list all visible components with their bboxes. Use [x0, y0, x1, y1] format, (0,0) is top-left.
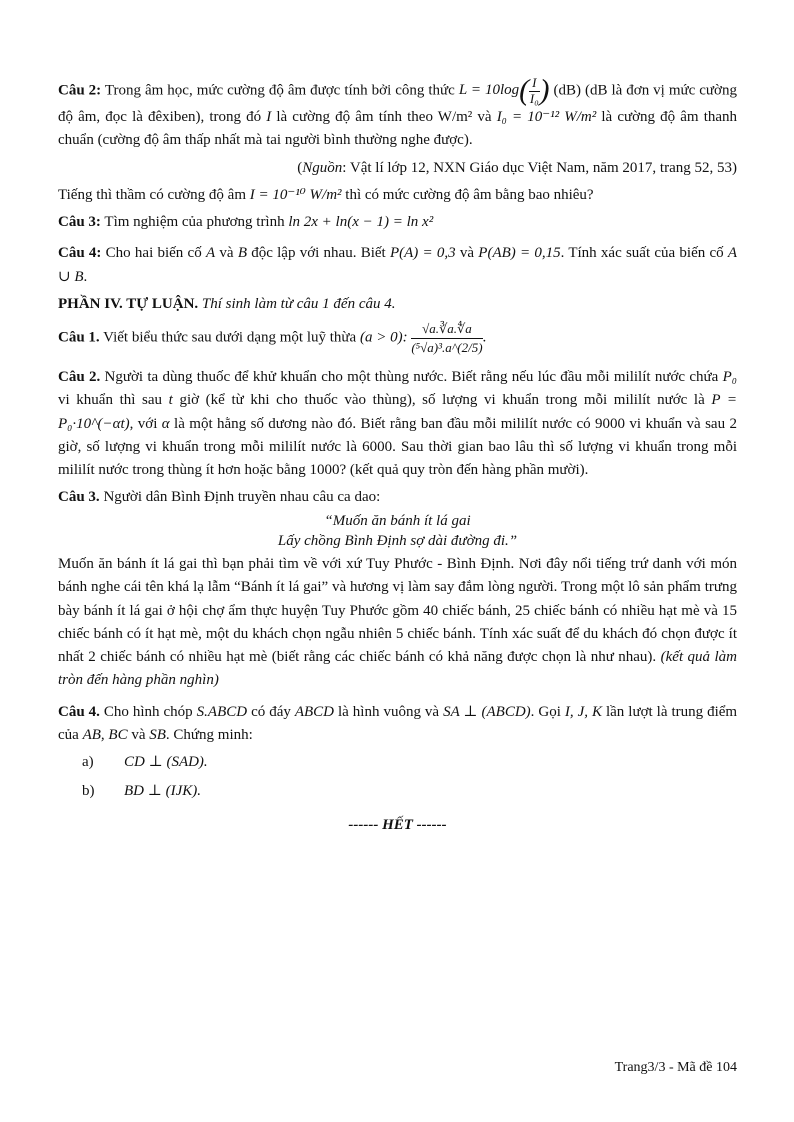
essay-2: Câu 2. Người ta dùng thuốc để khử khuẩn cho một thùng nước. Biết rằng nếu lúc đầu mỗi mililít nước chứa P₀ vi khuẩn thì sau t giờ (kể từ khi cho thuốc vào thùng), số lượng vi khuẩn trong mỗi mililít nước là P = P₀·10^(−αt), với α là một hằng số dương nào đó. Biết rằng ban đầu mỗi mililít nước có 9000 vi khuẩn và sau 2 giờ, số lượng vi khuẩn trong mỗi mililít nước là 6000. Sau thời gian bao lâu thì số lượng vi khuẩn trong mỗi mililít nước trong thùng ít hơn hoặc bằng 1000? (kết quả quy tròn đến hàng phần mười).	[58, 369, 738, 479]
question-3: Câu 3: Tìm nghiệm của phương trình ln 2x + ln(x − 1) = ln x²	[58, 214, 434, 230]
question-2-ask: Tiếng thì thầm có cường độ âm I = 10⁻¹⁰ W/m² thì có mức cường độ âm bằng bao nhiêu?	[58, 186, 594, 203]
question-4: Câu 4: Cho hai biến cố A và B độc lập với nhau. Biết P(A) = 0,3 và P(AB) = 0,15. Tính xác suất của biến cố A ∪ B.	[58, 245, 738, 285]
question-label: Câu 2.	[58, 369, 101, 386]
question-label: Câu 4:	[58, 245, 102, 262]
formula: L = 10log( $\frac{I}{\text{I₀}}$ )	[458, 74, 550, 107]
question-2: Câu 2: Trong âm học, mức cường độ âm được tính bởi công thức L = 10log( $\frac{I}{\text{I₀}}$ ) (dB) (dB là đơn vị mức cường độ âm, đọc là đêxiben), trong đó I là cường độ âm tính theo W/m² và I₀ = 10⁻¹² W/m² là cường độ âm thanh chuẩn (cường độ âm thấp nhất mà tai người bình thường nghe được).	[58, 74, 738, 149]
question-label: Câu 4.	[58, 703, 100, 720]
essay-1: Câu 1. Viết biểu thức sau dưới dạng một luỹ thừa (a > 0): $\frac{√a.∛a.∜a}{\text{(⁵√a)³.a\textasciicircum{}(2/5)}}$ .	[58, 321, 487, 355]
question-label: Câu 3.	[58, 489, 100, 506]
exam-page	[58, 76, 737, 852]
list-item: b) BD ⊥ (IJK).	[82, 783, 201, 800]
question-label: Câu 3:	[58, 214, 101, 230]
list-item: a) CD ⊥ (SAD).	[82, 754, 208, 771]
verse-line-1: “Muốn ăn bánh ít lá gai	[324, 512, 471, 529]
question-label: Câu 1.	[58, 329, 100, 346]
question-label: Câu 2:	[58, 82, 102, 99]
source-citation: (Nguồn: Vật lí lớp 12, NXN Giáo dục Việt Nam, năm 2017, trang 52, 53)	[297, 159, 737, 176]
essay-3-body: Muốn ăn bánh ít lá gai thì bạn phải tìm về với xứ Tuy Phước - Bình Định. Nơi đây nổi tiếng trứ danh với món bánh nghe cái tên khá lạ lẫm “Bánh ít lá gai” và hương vị làm say đắm lòng người. Trong một lô sản phẩm trưng bày bánh ít lá gai ở hội chợ ẩm thực huyện Tuy Phước gồm 40 chiếc bánh, 25 chiếc bánh có nhiều hạt mè và 15 chiếc bánh có ít hạt mè, một du khách chọn ngẫu nhiên 5 chiếc bánh. Tính xác suất để du khách đó chọn được ít nhất 2 chiếc bánh có nhiều hạt mè (biết rằng các chiếc bánh có khả năng được chọn là như nhau). (kết quả làm tròn đến hàng phần nghìn)	[58, 556, 737, 689]
end-marker: ------ HẾT ------	[348, 816, 447, 833]
power-expression: $\frac{√a.∛a.∜a}{\text{(⁵√a)³.a\textasciicircum{}(2/5)}}$	[411, 321, 483, 355]
essay-3: Câu 3. Người dân Bình Định truyền nhau câu ca dao:	[58, 489, 381, 506]
essay-4: Câu 4. Cho hình chóp S.ABCD có đáy ABCD là hình vuông và SA ⊥ (ABCD). Gọi I, J, K lần lượt là trung điểm của AB, BC và SB. Chứng minh:	[58, 703, 738, 743]
verse-line-2: Lấy chồng Bình Định sợ dài đường đi.”	[277, 533, 518, 550]
part-4-heading: PHẦN IV. TỰ LUẬN. Thí sinh làm từ câu 1 đến câu 4.	[58, 295, 396, 312]
page-footer: Trang3/3 - Mã đề 104	[614, 1060, 737, 1075]
